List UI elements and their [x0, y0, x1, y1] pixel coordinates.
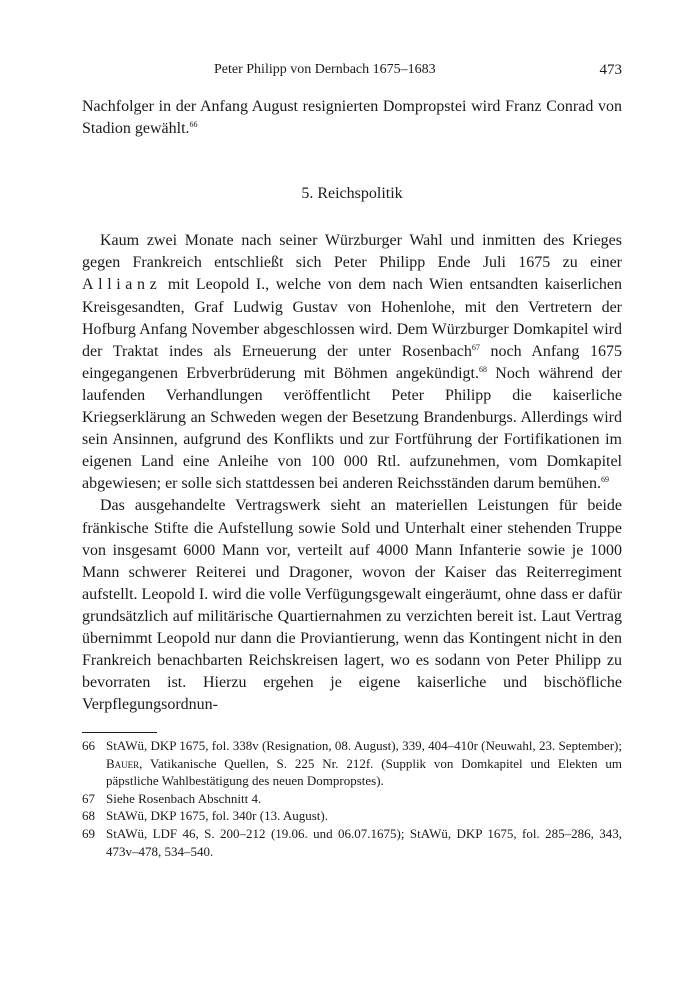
paragraph-text: noch Anfang 1675 eingegangenen Erbverbrüderung mit Böhmen angekündigt. — [82, 342, 622, 382]
footnote-text-part: StAWü, DKP 1675, fol. 338v (Resignation, 08. August), 339, 404–410r (Neuwahl, 23. September); — [106, 738, 622, 753]
footnote-number: 68 — [82, 808, 95, 824]
footnote-ref: 66 — [189, 120, 198, 130]
footnote-number: 69 — [82, 825, 95, 841]
paragraph-text: Nachfolger in der Anfang August resignierten Dompropstei wird Franz Conrad von Stadion gewählt. — [82, 98, 622, 138]
paragraph-text: Kaum zwei Monate nach seiner Würzburger Wahl und inmitten des Krieges gegen Frankreich entschließt sich Peter Philipp Ende Juli 1675 zu einer — [82, 232, 622, 272]
footnote-separator — [82, 732, 157, 733]
footnote-number: 66 — [82, 738, 95, 753]
footnote-text: StAWü, LDF 46, S. 200–212 (19.06. und 06.07.1675); StAWü, DKP 1675, fol. 285–286, 343, 473v–478, 534–540. — [106, 825, 622, 859]
footnote — [82, 737, 622, 790]
main-text — [82, 96, 622, 716]
footnote-text — [106, 737, 622, 790]
paragraph: Das ausgehandelte Vertragswerk sieht an materiellen Leistungen für beide fränkische Stifte die Aufstellung sowie Sold und Unterhalt einer stehenden Truppe von insgesamt 6000 Mann vor, verteilt auf 4000 Mann Infanterie sowie je 1000 Mann schwerer Reiterei und Dragoner, wovon der Kaiser das Reiterregiment aufstellt. Leopold I. wird die volle Verfügungsgewalt eingeräumt, ohne dass er dafür grundsätzlich auf militärische Quartiernahmen zu verzichten bereit ist. Laut Vertrag übernimmt Leopold nur dann die Proviantierung, wenn das Kontingent nicht in den Frankreich benachbarten Reichskreisen lagert, wo es sodann von Peter Philipp zu bevorraten ist. Hierzu ergehen je eigene kaiserliche und bischöfliche Verpflegungsordnun- — [82, 497, 622, 714]
paragraph-continued — [82, 96, 622, 140]
paragraph-text: Noch während der laufenden Verhandlungen veröffentlicht Peter Philipp die kaiserliche Kriegserklärung an Schweden wegen der Besetzung Brandenburgs. Allerdings wird sein Ansinnen, aufgrund des Konflikts und zur Fortführung der Fortifikationen im eigenen Land eine Anleihe von 100 000 Rtl. aufzunehmen, vom Domkapitel abgewiesen; er solle sich stattdessen bei anderen Reichsständen darum bemühen. — [82, 364, 623, 493]
footnote — [82, 825, 622, 860]
footnote-ref: 67 — [471, 342, 480, 352]
page-number: 473 — [599, 62, 622, 78]
footnote-ref: 68 — [479, 364, 487, 374]
footnote-text: StAWü, DKP 1675, fol. 340r (13. August). — [106, 808, 329, 824]
emphasized-word: Allianz — [82, 276, 162, 294]
footnote-text-part: , Vatikanische Quellen, S. 225 Nr. 212f. (Supplik von Domkapitel und Elekten um päpstliche Wahlbestätigung des neuen Dompropstes). — [106, 755, 622, 789]
footnote-text: Siehe Rosenbach Abschnitt 4. — [106, 790, 262, 806]
footnotes — [82, 737, 622, 860]
footnote — [82, 807, 622, 825]
footnote-number: 67 — [82, 790, 95, 806]
footnote-ref: 69 — [600, 475, 609, 485]
author-name: Bauer — [106, 755, 140, 771]
paragraph — [82, 230, 622, 495]
footnote — [82, 790, 622, 808]
section-heading: 5. Reichspolitik — [301, 185, 403, 203]
running-header — [82, 62, 622, 82]
paragraph-text: mit Leopold I., welche von dem nach Wien entsandten kaiserlichen Kreisgesandten, Graf Ludwig Gustav von Hohenlohe, mit den Vertretern der Hofburg Anfang November abgeschlossen wird. Dem Würzburger Domkapitel wird der Traktat indes als Erneuerung der unter Rosenbach — [82, 276, 622, 360]
running-title: Peter Philipp von Dernbach 1675–1683 — [214, 62, 436, 77]
